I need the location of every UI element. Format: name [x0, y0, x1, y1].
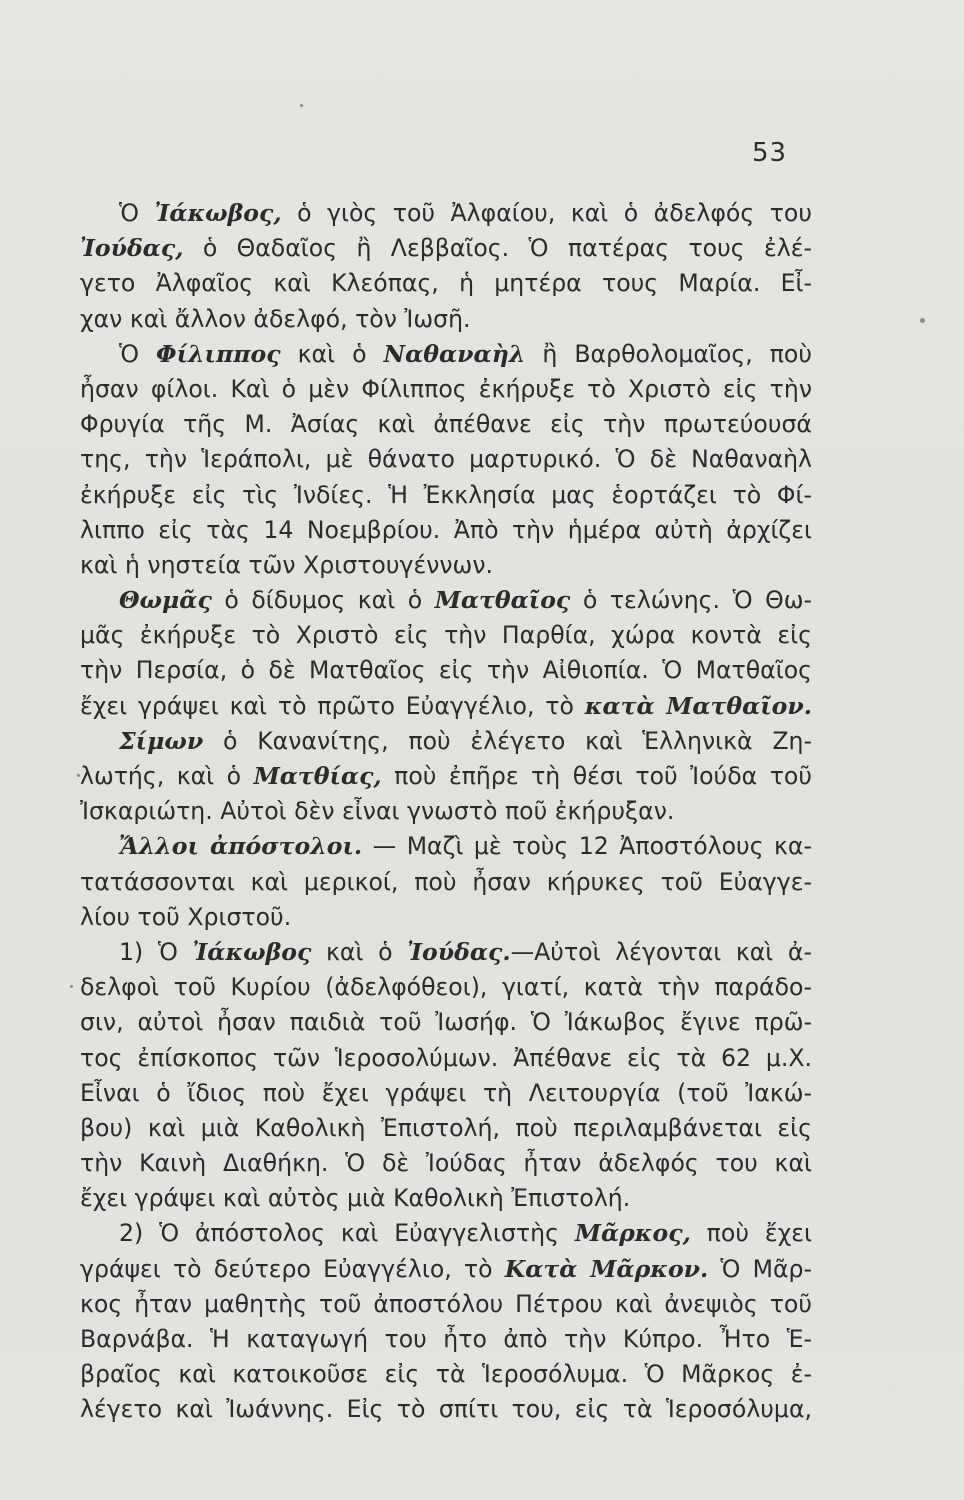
emphasized-name: Ἰάκωβος,: [154, 199, 282, 227]
emphasized-name: Κατὰ Μᾶρκον.: [504, 1254, 709, 1283]
text-line: [80, 1287, 812, 1322]
text-run: ἔχει γράψει καὶ τὸ πρῶτο Εὐαγγέλιο, τὸ: [80, 691, 585, 720]
emphasized-name: Μᾶρκος,: [574, 1219, 691, 1248]
text-run: βραῖος καὶ κατοικοῦσε εἰς τὰ Ἱεροσόλυμα. Ὁ Μᾶρκος ἐ-: [80, 1360, 812, 1389]
text-run: Βαρνάβα. Ἡ καταγωγή του ἦτο ἀπὸ τὴν Κύπρο. Ἦτο Ἑ-: [80, 1325, 812, 1353]
text-run: Ὁ Μᾶρ-: [708, 1254, 812, 1283]
text-run: ὁ Θαδαῖος ἢ Λεββαῖος. Ὁ πατέρας τους ἐλέ-: [183, 234, 812, 263]
paper-speck: [300, 104, 303, 107]
text-line: [80, 548, 812, 583]
paper-speck: [920, 318, 925, 323]
text-line: [80, 196, 812, 231]
text-run: βου) καὶ μιὰ Καθολικὴ Ἐπιστολή, ποὺ περιλαμβάνεται εἰς: [80, 1113, 812, 1142]
text-run: ὁ γιὸς τοῦ Ἀλφαίου, καὶ ὁ ἀδελφός του: [281, 199, 812, 227]
text-run: ἐκήρυξε εἰς τὶς Ἰνδίες. Ἡ Ἐκκλησία μας ἑορτάζει τὸ Φί-: [80, 480, 812, 509]
text-run: κος ἦταν μαθητὴς τοῦ ἀποστόλου Πέτρου καὶ ἀνεψιὸς τοῦ: [80, 1289, 812, 1318]
text-line: [80, 442, 812, 477]
text-line: [80, 759, 812, 794]
text-run: Ὁ: [119, 199, 155, 227]
text-run: ὁ δίδυμος καὶ ὁ: [211, 586, 435, 615]
paper-speck: [77, 774, 80, 777]
emphasized-name: Ἰούδας.: [407, 937, 511, 966]
text-run: δελφοὶ τοῦ Κυρίου (ἀδελφόθεοι), γιατί, κατὰ τὴν παράδο-: [80, 973, 812, 1002]
emphasized-name: Ἰούδας,: [80, 234, 184, 263]
text-line: [80, 372, 812, 407]
text-line: [80, 970, 812, 1005]
text-line: [80, 900, 812, 935]
text-run: καὶ ὁ: [311, 937, 408, 966]
emphasized-name: κατὰ Ματθαῖον.: [584, 691, 812, 720]
text-line: [80, 513, 812, 548]
emphasized-name: Ματθίας,: [253, 762, 382, 790]
text-run: σιν, αὐτοὶ ἦσαν παιδιὰ τοῦ Ἰωσήφ. Ὁ Ἰάκωβος ἔγινε πρῶ-: [80, 1008, 812, 1037]
text-run: χαν καὶ ἄλλον ἀδελφό, τὸν Ἰωσῆ.: [80, 304, 471, 333]
emphasized-name: Ναθαναὴλ: [383, 339, 526, 368]
paper-speck: [70, 985, 73, 988]
body-text: [80, 196, 812, 1428]
text-run: ποὺ ἔχει: [690, 1219, 812, 1248]
page-number: 53: [752, 138, 788, 168]
text-run: λίου τοῦ Χριστοῦ.: [80, 902, 292, 931]
text-line: [80, 1076, 812, 1111]
text-line: [80, 1041, 812, 1076]
text-run: ἦσαν φίλοι. Καὶ ὁ μὲν Φίλιππος ἐκήρυξε τὸ Χριστὸ εἰς τὴν: [80, 374, 812, 403]
emphasized-name: Ματθαῖος: [434, 586, 571, 615]
text-line: [80, 1181, 812, 1216]
text-line: [80, 1357, 812, 1392]
text-run: ὁ Κανανίτης, ποὺ ἐλέγετο καὶ Ἑλληνικὰ Ζη-: [203, 726, 812, 755]
text-line: [80, 829, 812, 864]
text-run: Εἶναι ὁ ἴδιος ποὺ ἔχει γράψει τὴ Λειτουργία (τοῦ Ἰακώ-: [80, 1078, 812, 1107]
text-line: [80, 1146, 812, 1181]
text-run: ὁ τελώνης. Ὁ Θω-: [570, 586, 812, 615]
text-line: [80, 407, 812, 442]
text-run: γετο Ἀλφαῖος καὶ Κλεόπας, ἡ μητέρα τους Μαρία. Εἶ-: [80, 269, 812, 298]
text-line: [80, 231, 812, 266]
text-run: 2) Ὁ ἀπόστολος καὶ Εὐαγγελιστὴς: [119, 1219, 575, 1248]
text-run: —Αὐτοὶ λέγονται καὶ ἀ-: [510, 937, 812, 966]
text-run: 1) Ὁ: [119, 937, 193, 966]
text-run: τατάσσονται καὶ μερικοί, ποὺ ἦσαν κήρυκες τοῦ Εὐαγγε-: [80, 867, 812, 896]
text-run: Ὁ: [119, 339, 157, 368]
text-line: [80, 794, 812, 829]
text-run: τος ἐπίσκοπος τῶν Ἱεροσολύμων. Ἀπέθανε εἰς τὰ 62 μ.Χ.: [80, 1043, 812, 1072]
text-line: [80, 583, 812, 618]
text-run: τὴν Καινὴ Διαθήκη. Ὁ δὲ Ἰούδας ἦταν ἀδελφός του καὶ: [80, 1149, 812, 1178]
text-run: λωτής, καὶ ὁ: [80, 762, 254, 790]
text-line: [80, 337, 812, 372]
emphasized-name: Ἄλλοι ἀπόστολοι.: [119, 832, 363, 861]
text-run: Φρυγία τῆς Μ. Ἀσίας καὶ ἀπέθανε εἰς τὴν πρωτεύουσά: [80, 410, 812, 439]
text-run: καὶ ὁ: [280, 339, 384, 368]
emphasized-name: Ἰάκωβος: [192, 937, 312, 966]
text-line: [80, 266, 812, 301]
text-line: [80, 478, 812, 513]
text-line: [80, 1005, 812, 1040]
text-line: [80, 1216, 812, 1251]
text-run: γράψει τὸ δεύτερο Εὐαγγέλιο, τὸ: [80, 1254, 505, 1283]
text-run: Ἰσκαριώτη. Αὐτοὶ δὲν εἶναι γνωστὸ ποῦ ἐκήρυξαν.: [80, 797, 675, 826]
text-run: της, τὴν Ἱεράπολι, μὲ θάνατο μαρτυρικό. Ὁ δὲ Ναθαναὴλ: [80, 445, 812, 474]
emphasized-name: Θωμᾶς: [119, 586, 212, 615]
text-run: ἢ Βαρθολομαῖος, ποὺ: [525, 339, 812, 368]
text-run: λιππο εἰς τὰς 14 Νοεμβρίου. Ἀπὸ τὴν ἡμέρα αὐτὴ ἀρχίζει: [80, 515, 812, 544]
text-run: μᾶς ἐκήρυξε τὸ Χριστὸ εἰς τὴν Παρθία, χώρα κοντὰ εἰς: [80, 621, 812, 650]
text-line: [80, 1252, 812, 1287]
text-line: [80, 1111, 812, 1146]
text-line: [80, 724, 812, 759]
text-line: [80, 1322, 812, 1357]
text-line: [80, 689, 812, 724]
text-run: καὶ ἡ νηστεία τῶν Χριστουγέννων.: [80, 550, 493, 579]
text-line: [80, 302, 812, 337]
text-line: [80, 865, 812, 900]
text-run: — Μαζὶ μὲ τοὺς 12 Ἀποστόλους κα-: [362, 832, 812, 861]
emphasized-name: Σίμων: [119, 726, 204, 755]
text-run: ἔχει γράψει καὶ αὐτὸς μιὰ Καθολικὴ Ἐπιστολή.: [80, 1184, 631, 1213]
text-run: ποὺ ἐπῆρε τὴ θέσι τοῦ Ἰούδα τοῦ: [381, 762, 812, 790]
text-run: τὴν Περσία, ὁ δὲ Ματθαῖος εἰς τὴν Αἰθιοπία. Ὁ Ματθαῖος: [80, 656, 812, 685]
text-line: [80, 1392, 812, 1427]
text-line: [80, 653, 812, 688]
text-line: [80, 935, 812, 970]
text-run: λέγετο καὶ Ἰωάννης. Εἰς τὸ σπίτι του, εἰς τὰ Ἱεροσόλυμα,: [80, 1395, 812, 1424]
text-line: [80, 618, 812, 653]
emphasized-name: Φίλιππος: [156, 339, 281, 368]
